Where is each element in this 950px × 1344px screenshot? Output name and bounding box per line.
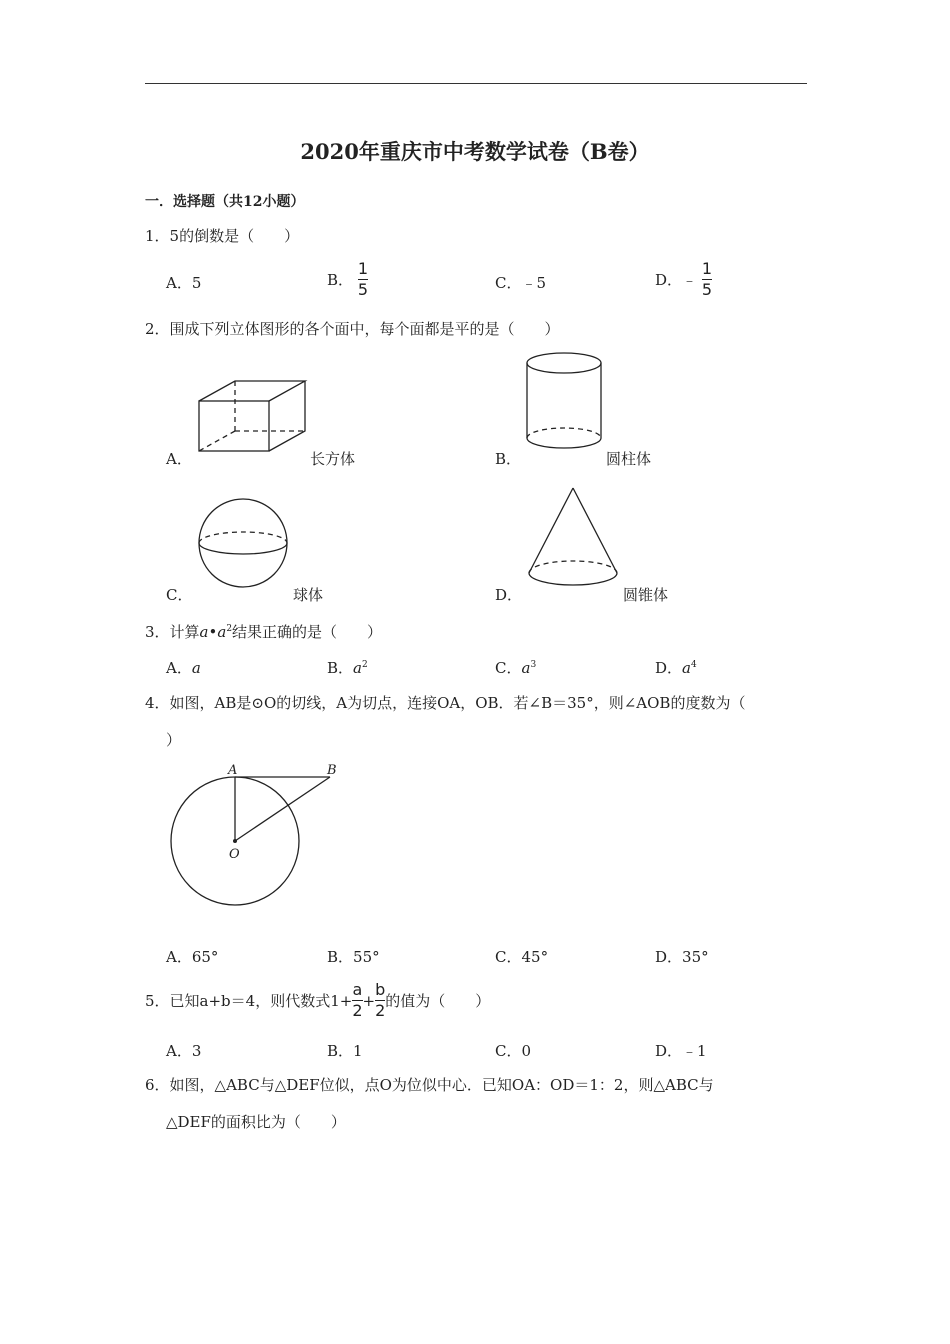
q4-option-c: C．45° bbox=[495, 948, 549, 966]
q5-f1-num: a bbox=[352, 980, 363, 999]
q3-c-label: C． bbox=[495, 659, 522, 677]
q2-option-a-label: A． bbox=[166, 450, 192, 468]
q2-option-c-name: 球体 bbox=[293, 586, 324, 604]
q1-option-b-fraction bbox=[358, 260, 368, 299]
cylinder-figure bbox=[524, 350, 604, 452]
q3-d-label: D． bbox=[655, 659, 683, 677]
q5-fraction-a bbox=[352, 981, 362, 1020]
question-4-stem-line1: 4．如图，AB是⊙O的切线，A为切点，连接OA，OB．若∠B＝35°，则∠AOB的度数为（ bbox=[145, 694, 746, 712]
question-6-stem-line1: 6．如图，△ABC与△DEF位似，点O为位似中心．已知OA：OD＝1：2，则△ABC与 bbox=[145, 1076, 714, 1094]
question-1-stem: 1．5的倒数是（ ） bbox=[145, 227, 300, 245]
circle-tangent-figure bbox=[165, 760, 345, 910]
q1-option-b-label: B． bbox=[327, 271, 354, 289]
q3-a-var: a bbox=[191, 659, 201, 677]
q3-b-exp: 2 bbox=[361, 660, 368, 670]
q2-option-c-label: C． bbox=[166, 586, 193, 604]
q3-option-c bbox=[495, 657, 536, 678]
q3-b-label: B． bbox=[327, 659, 354, 677]
q1-d-denominator: 5 bbox=[701, 280, 712, 299]
q3-c-var: a bbox=[521, 659, 531, 677]
q2-option-b-label: B． bbox=[495, 450, 522, 468]
q1-option-a: A．5 bbox=[166, 274, 202, 292]
q5-f2-num: b bbox=[375, 980, 386, 999]
q2-option-b-name: 圆柱体 bbox=[606, 450, 652, 468]
q1-option-d-label: D．﹣ bbox=[655, 271, 698, 289]
q5-option-b: B．1 bbox=[327, 1042, 363, 1060]
q3-option-b bbox=[327, 657, 368, 678]
q2-option-d-name: 圆锥体 bbox=[623, 586, 669, 604]
q1-d-numerator: 1 bbox=[701, 259, 712, 278]
fig-label-b: B bbox=[327, 763, 337, 778]
question-5-stem bbox=[145, 981, 490, 1020]
q1-b-denominator: 5 bbox=[357, 280, 368, 299]
q5-f2-den: 2 bbox=[375, 1001, 386, 1020]
fig-label-a: A bbox=[228, 763, 238, 778]
q1-option-d bbox=[655, 260, 712, 299]
cuboid-figure bbox=[196, 378, 308, 454]
q5-f1-den: 2 bbox=[352, 1001, 363, 1020]
q5-stem-post: 的值为（ ） bbox=[385, 992, 491, 1010]
q3-d-exp: 4 bbox=[690, 660, 697, 670]
q3-d-var: a bbox=[682, 659, 691, 677]
question-4-stem-line2: ） bbox=[166, 731, 182, 749]
q3-var-a1: a bbox=[199, 623, 209, 641]
q5-fraction-b bbox=[375, 981, 385, 1020]
q3-option-d bbox=[655, 657, 697, 678]
q3-dot: • bbox=[208, 623, 218, 641]
q3-b-var: a bbox=[353, 659, 362, 677]
q1-option-b bbox=[327, 260, 368, 299]
q3-a-label: A． bbox=[166, 659, 192, 677]
q5-option-a: A．3 bbox=[166, 1042, 202, 1060]
q3-c-exp: 3 bbox=[530, 660, 537, 670]
q5-plus: + bbox=[362, 991, 376, 1010]
q1-option-d-fraction bbox=[702, 260, 712, 299]
cone-figure bbox=[526, 486, 620, 590]
sphere-figure bbox=[196, 497, 290, 589]
q3-stem-pre: 3．计算 bbox=[145, 623, 200, 641]
q5-stem-pre: 5．已知a+b＝4，则代数式1+ bbox=[145, 992, 353, 1010]
question-6-stem-line2: △DEF的面积比为（ ） bbox=[166, 1113, 346, 1131]
page-title: 2020年重庆市中考数学试卷（B卷） bbox=[300, 139, 650, 164]
question-2-stem: 2．围成下列立体图形的各个面中，每个面都是平的是（ ） bbox=[145, 320, 560, 338]
fig-label-o: O bbox=[229, 847, 240, 862]
q3-stem-post: 结果正确的是（ ） bbox=[232, 623, 383, 641]
q4-option-b: B．55° bbox=[327, 948, 380, 966]
question-3-stem bbox=[145, 621, 382, 642]
q5-option-d: D．﹣1 bbox=[655, 1042, 707, 1060]
q3-option-a bbox=[166, 657, 201, 678]
q2-option-d-label: D． bbox=[495, 586, 523, 604]
q4-option-d: D．35° bbox=[655, 948, 709, 966]
header-rule bbox=[145, 83, 807, 84]
q5-option-c: C．0 bbox=[495, 1042, 532, 1060]
section-heading: 一．选择题（共12小题） bbox=[145, 194, 305, 210]
q2-option-a-name: 长方体 bbox=[310, 450, 356, 468]
q3-var-a2: a bbox=[217, 623, 227, 641]
q1-option-c: C．﹣5 bbox=[495, 274, 547, 292]
q4-option-a: A．65° bbox=[166, 948, 219, 966]
q1-b-numerator: 1 bbox=[357, 259, 368, 278]
q3-exponent: 2 bbox=[226, 624, 233, 634]
